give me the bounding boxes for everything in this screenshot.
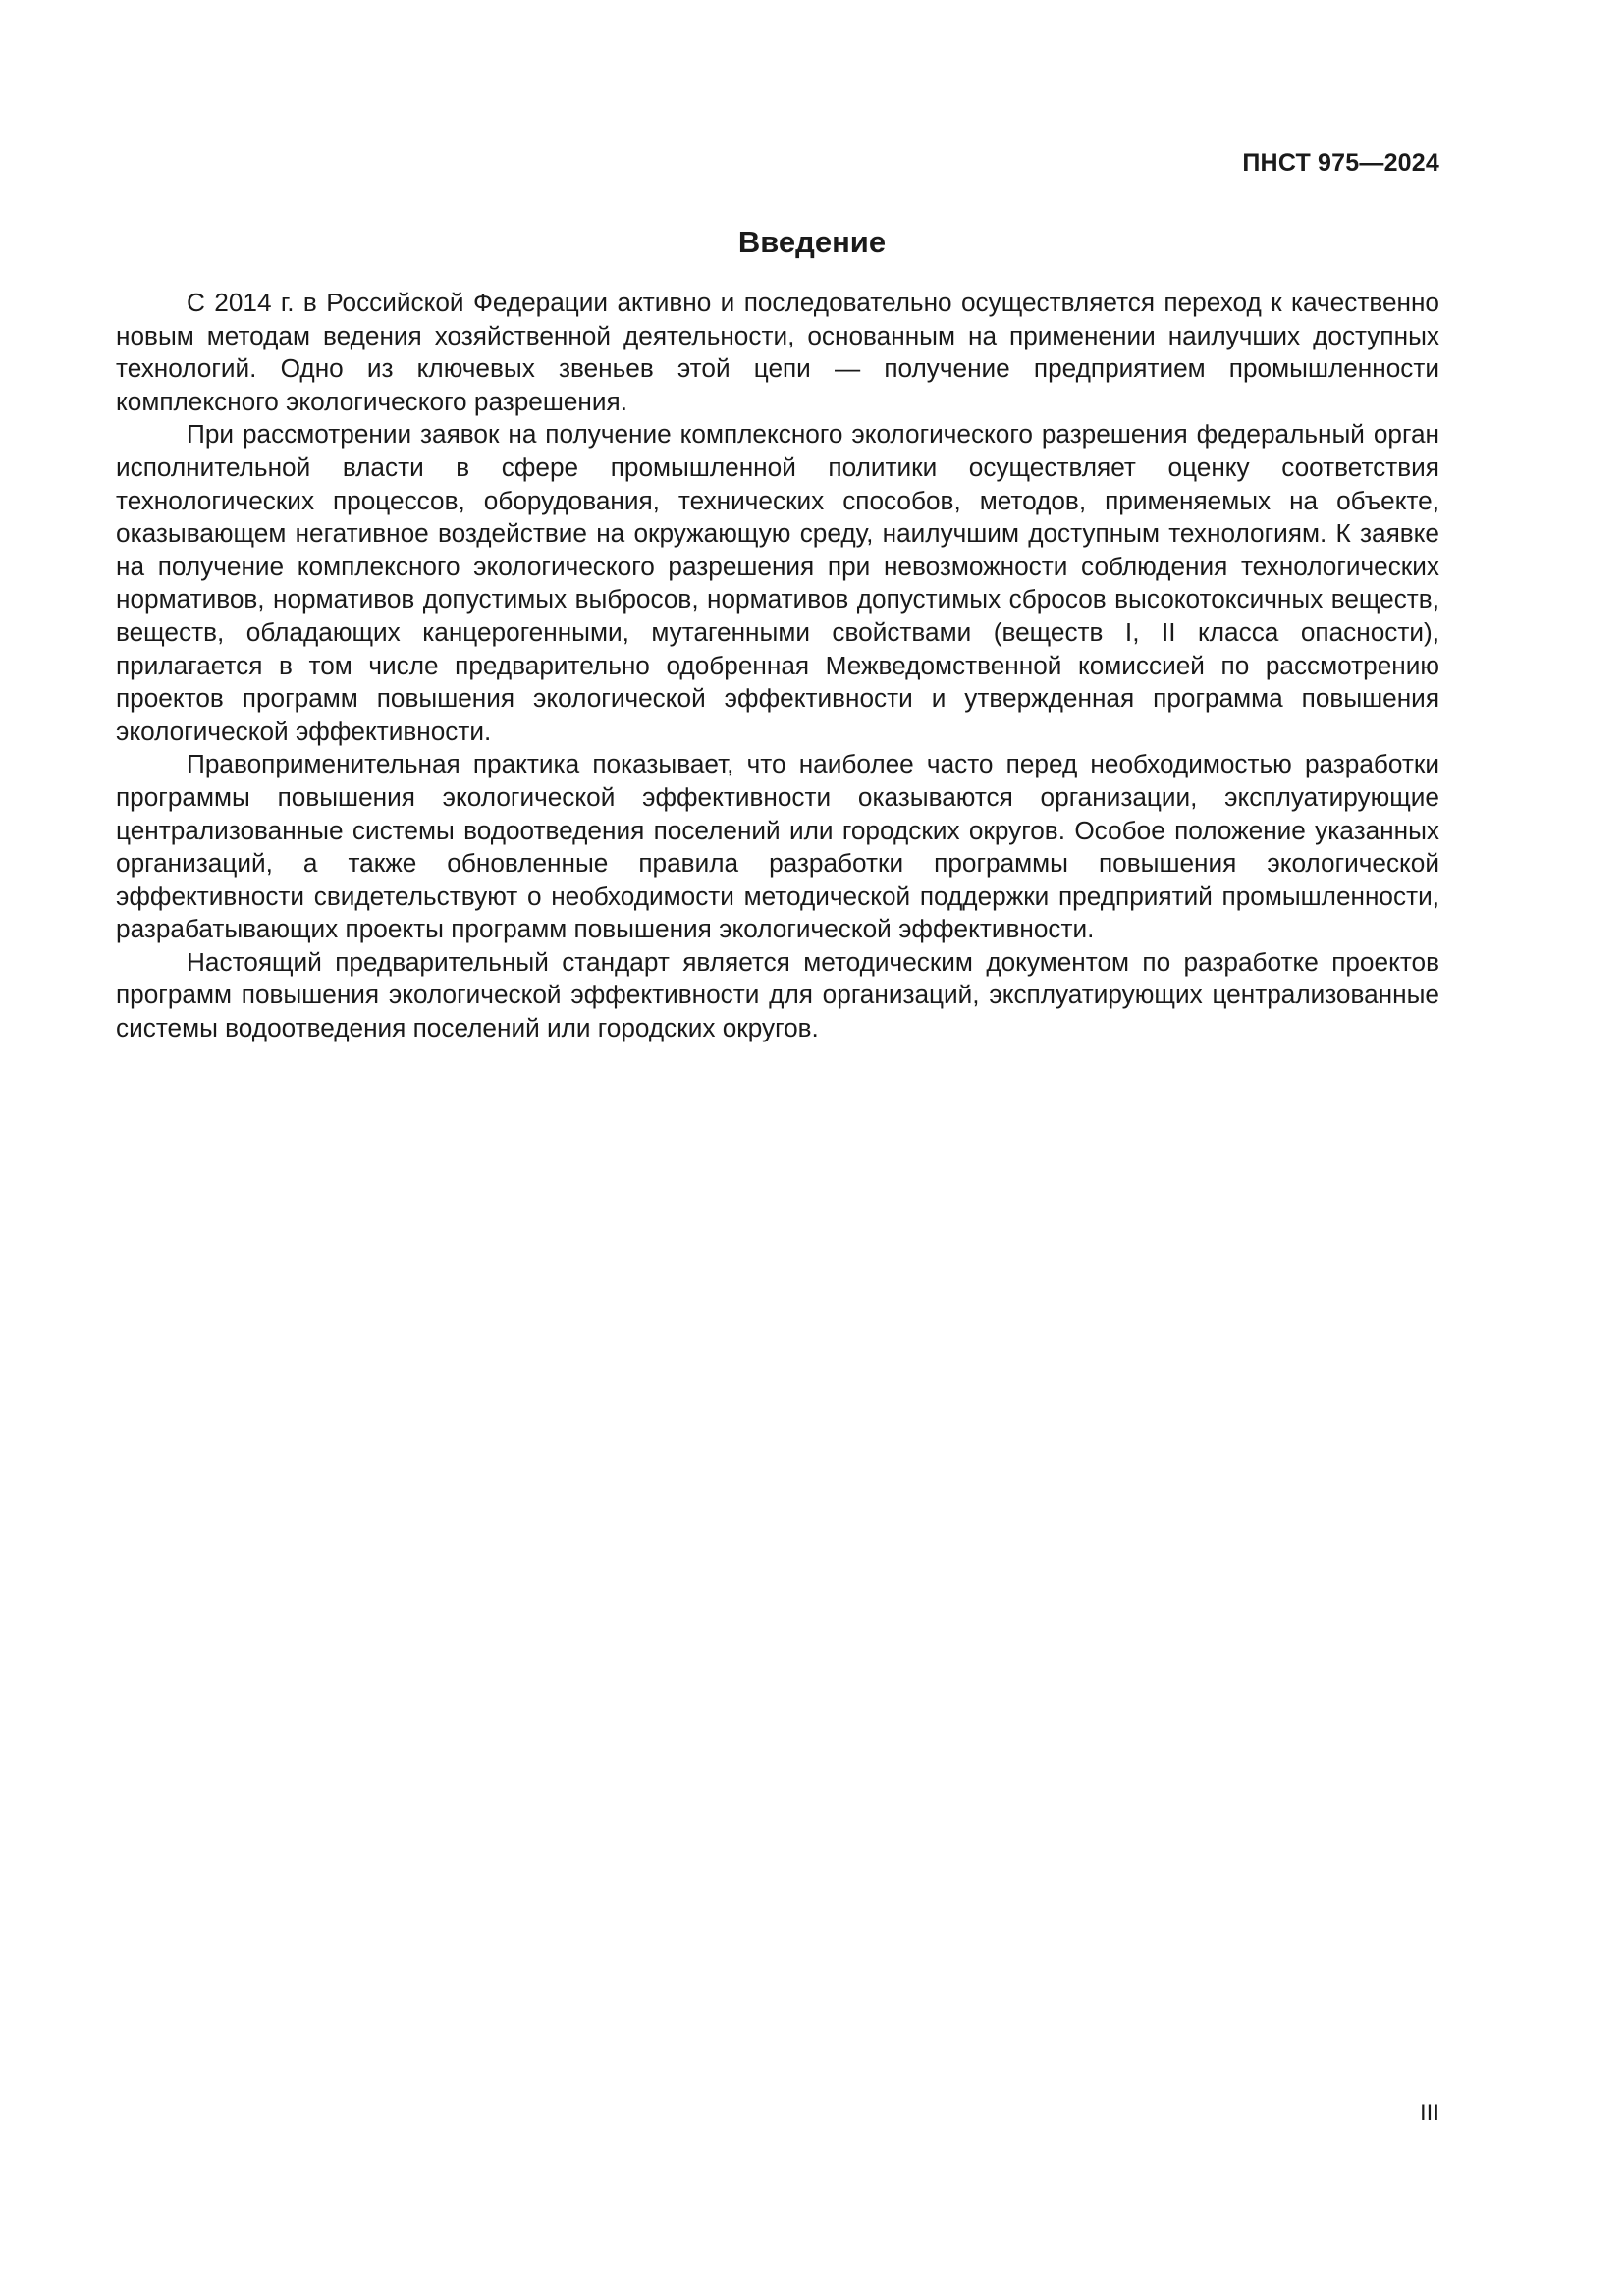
document-code: ПНСТ 975—2024 — [1242, 149, 1439, 177]
introduction-body — [116, 287, 1439, 1045]
paragraph-1: С 2014 г. в Российской Федерации активно и последовательно осуществляется переход к качественно новым методам ведения хозяйственной деятельности, основанным на применении наилучших доступных технологий. Одно из ключевых звеньев этой цепи — получение предприятием промышленности комплексного экологического разрешения. — [116, 288, 1439, 416]
section-title: Введение — [737, 225, 887, 259]
paragraph-2: При рассмотрении заявок на получение комплексного экологического разрешения федеральный орган исполнительной власти в сфере промышленной политики осуществляет оценку соответствия технологических процессов, оборудования, технических способов, методов, применяемых на объекте, оказывающем негативное воздействие на окружающую среду, наилучшим доступным технологиям. К заявке на получение комплексного экологического разрешения при невозможности соблюдения технологических нормативов, нормативов допустимых выбросов, нормативов допустимых сбросов высокотоксичных веществ, веществ, обладающих канцерогенными, мутагенными свойствами (веществ I, II класса опасности), прилагается в том числе предварительно одобренная Межведомственной комиссией по рассмотрению проектов программ повышения экологической эффективности и утвержденная программа повышения экологической эффективности. — [116, 419, 1439, 746]
paragraph-4: Настоящий предварительный стандарт является методическим документом по разработке проектов программ повышения экологической эффективности для организаций, эксплуатирующих централизованные системы водоотведения поселений или городских округов. — [116, 946, 1439, 1043]
paragraph-3: Правоприменительная практика показывает, что наиболее часто перед необходимостью разработки программы повышения экологической эффективности оказываются организации, эксплуатирующие централизованные системы водоотведения поселений или городских округов. Особое положение указанных организаций, а также обновленные правила разработки программы повышения экологической эффективности свидетельствуют о необходимости методической поддержки предприятий промышленности, разрабатывающих проекты программ повышения экологической эффективности. — [116, 749, 1439, 944]
page-number: III — [1419, 2100, 1439, 2126]
